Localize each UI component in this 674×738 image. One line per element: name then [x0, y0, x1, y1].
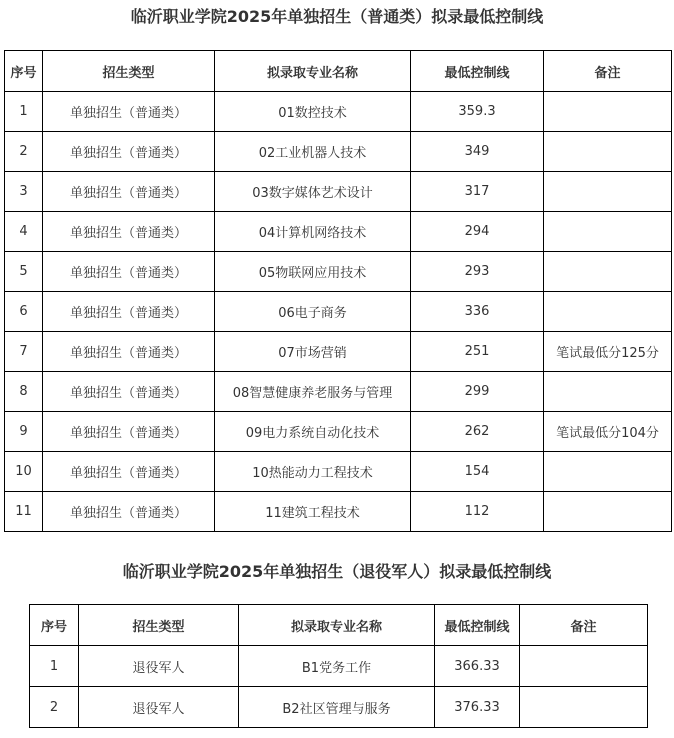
table2-veteran-admission: [29, 604, 648, 728]
cell-remarks: [520, 646, 648, 687]
cell-remarks: [544, 92, 672, 132]
cell-admission-type: 单独招生（普通类）: [43, 332, 215, 372]
table1-title: 临沂职业学院2025年单独招生（普通类）拟录最低控制线: [130, 7, 544, 26]
cell-min-score: 154: [411, 452, 544, 492]
table-row: [5, 212, 672, 252]
cell-min-score: 251: [411, 332, 544, 372]
cell-remarks: [544, 252, 672, 292]
cell-major-name: B1党务工作: [239, 646, 435, 687]
cell-remarks: 笔试最低分125分: [544, 332, 672, 372]
cell-remarks: [544, 212, 672, 252]
table-row: [5, 252, 672, 292]
table2-title: 临沂职业学院2025年单独招生（退役军人）拟录最低控制线: [122, 562, 552, 581]
header-index: 序号: [30, 605, 79, 646]
cell-major-name: B2社区管理与服务: [239, 687, 435, 728]
cell-min-score: 349: [411, 132, 544, 172]
cell-index: 2: [30, 687, 79, 728]
cell-admission-type: 单独招生（普通类）: [43, 92, 215, 132]
cell-index: 11: [5, 492, 43, 532]
cell-min-score: 294: [411, 212, 544, 252]
cell-major-name: 03数字媒体艺术设计: [215, 172, 411, 212]
header-index: 序号: [5, 51, 43, 92]
cell-index: 3: [5, 172, 43, 212]
cell-admission-type: 单独招生（普通类）: [43, 172, 215, 212]
table-row: [5, 132, 672, 172]
cell-min-score: 112: [411, 492, 544, 532]
cell-remarks: [544, 292, 672, 332]
cell-remarks: [544, 132, 672, 172]
table1-header-row: [5, 51, 672, 92]
cell-min-score: 293: [411, 252, 544, 292]
cell-admission-type: 退役军人: [79, 646, 239, 687]
table-row: [5, 372, 672, 412]
cell-index: 8: [5, 372, 43, 412]
cell-major-name: 06电子商务: [215, 292, 411, 332]
cell-min-score: 366.33: [435, 646, 520, 687]
cell-admission-type: 单独招生（普通类）: [43, 212, 215, 252]
header-min-score: 最低控制线: [411, 51, 544, 92]
cell-index: 10: [5, 452, 43, 492]
cell-major-name: 09电力系统自动化技术: [215, 412, 411, 452]
cell-min-score: 359.3: [411, 92, 544, 132]
cell-index: 2: [5, 132, 43, 172]
cell-remarks: 笔试最低分104分: [544, 412, 672, 452]
cell-major-name: 05物联网应用技术: [215, 252, 411, 292]
table-row: [30, 687, 648, 728]
cell-remarks: [544, 492, 672, 532]
cell-min-score: 299: [411, 372, 544, 412]
cell-major-name: 01数控技术: [215, 92, 411, 132]
cell-min-score: 336: [411, 292, 544, 332]
table-row: [5, 452, 672, 492]
table-row: [5, 172, 672, 212]
cell-admission-type: 单独招生（普通类）: [43, 132, 215, 172]
cell-index: 6: [5, 292, 43, 332]
cell-index: 5: [5, 252, 43, 292]
cell-admission-type: 单独招生（普通类）: [43, 412, 215, 452]
header-min-score: 最低控制线: [435, 605, 520, 646]
cell-major-name: 04计算机网络技术: [215, 212, 411, 252]
cell-major-name: 11建筑工程技术: [215, 492, 411, 532]
header-admission-type: 招生类型: [79, 605, 239, 646]
table-row: [5, 292, 672, 332]
header-major-name: 拟录取专业名称: [215, 51, 411, 92]
table2-header-row: [30, 605, 648, 646]
cell-index: 4: [5, 212, 43, 252]
cell-admission-type: 退役军人: [79, 687, 239, 728]
cell-min-score: 262: [411, 412, 544, 452]
cell-major-name: 07市场营销: [215, 332, 411, 372]
header-admission-type: 招生类型: [43, 51, 215, 92]
table-row: [5, 492, 672, 532]
table-row: [5, 92, 672, 132]
table1-ordinary-admission: [4, 50, 672, 532]
table1-body: [5, 92, 672, 532]
cell-admission-type: 单独招生（普通类）: [43, 492, 215, 532]
cell-index: 7: [5, 332, 43, 372]
header-major-name: 拟录取专业名称: [239, 605, 435, 646]
cell-admission-type: 单独招生（普通类）: [43, 372, 215, 412]
cell-admission-type: 单独招生（普通类）: [43, 452, 215, 492]
table2-body: [30, 646, 648, 728]
cell-index: 9: [5, 412, 43, 452]
cell-admission-type: 单独招生（普通类）: [43, 292, 215, 332]
cell-min-score: 376.33: [435, 687, 520, 728]
cell-remarks: [544, 172, 672, 212]
table-row: [5, 412, 672, 452]
header-remarks: 备注: [520, 605, 648, 646]
table-row: [5, 332, 672, 372]
cell-remarks: [520, 687, 648, 728]
cell-index: 1: [5, 92, 43, 132]
cell-index: 1: [30, 646, 79, 687]
cell-major-name: 08智慧健康养老服务与管理: [215, 372, 411, 412]
cell-min-score: 317: [411, 172, 544, 212]
cell-major-name: 02工业机器人技术: [215, 132, 411, 172]
cell-admission-type: 单独招生（普通类）: [43, 252, 215, 292]
header-remarks: 备注: [544, 51, 672, 92]
table-row: [30, 646, 648, 687]
cell-remarks: [544, 372, 672, 412]
cell-remarks: [544, 452, 672, 492]
cell-major-name: 10热能动力工程技术: [215, 452, 411, 492]
